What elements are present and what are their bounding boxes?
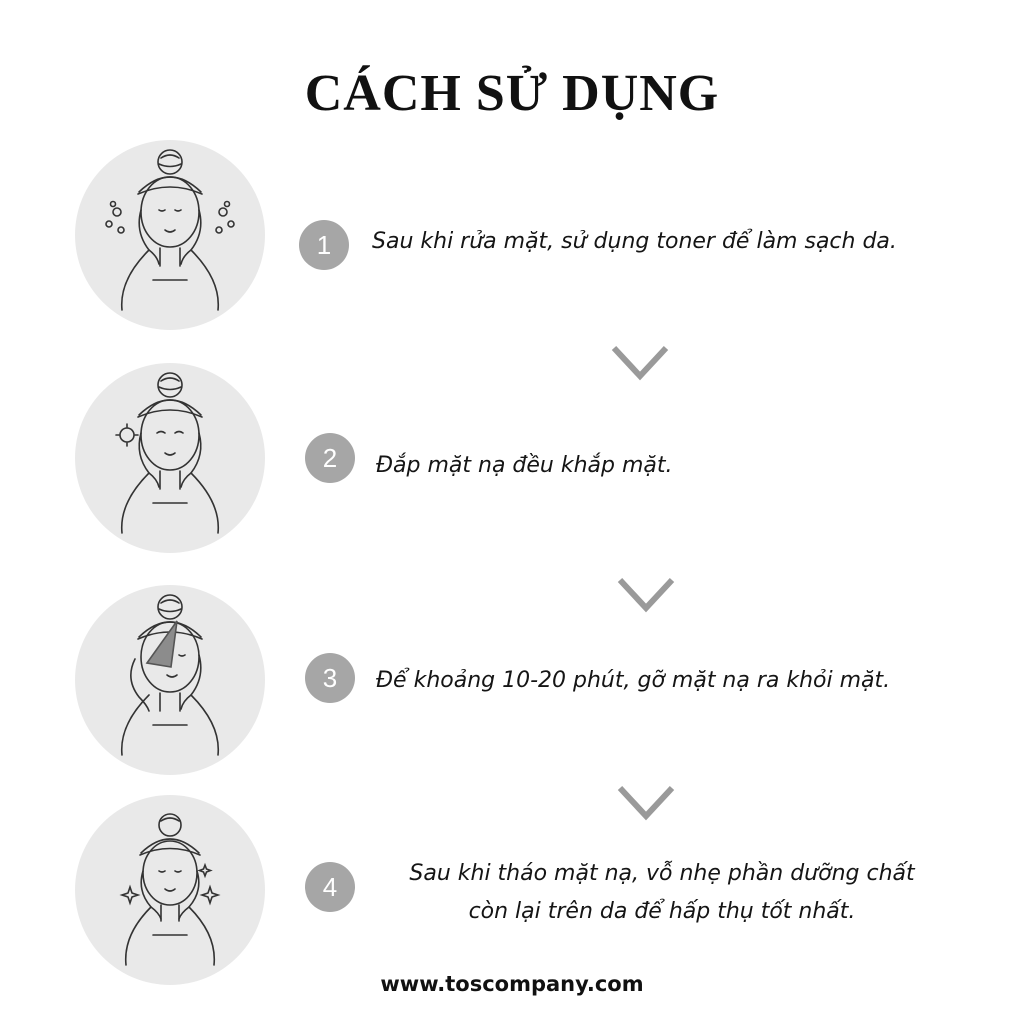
step-4-illustration xyxy=(75,795,265,985)
step-4-text-line-1: Sau khi tháo mặt nạ, vỗ nhẹ phần dưỡng chất xyxy=(409,861,915,886)
chevron-down-icon xyxy=(610,342,670,382)
chevron-down-icon xyxy=(616,782,676,822)
step-2-number-badge: 2 xyxy=(305,433,355,483)
step-3-illustration xyxy=(75,585,265,775)
step-4-number-badge: 4 xyxy=(305,862,355,912)
chevron-down-icon xyxy=(616,574,676,614)
step-4-text xyxy=(374,855,950,931)
step-1-number-badge: 1 xyxy=(299,220,349,270)
step-1-illustration xyxy=(75,140,265,330)
step-4-text-line-2: còn lại trên da để hấp thụ tốt nhất. xyxy=(468,899,856,924)
website-link[interactable]: www.toscompany.com xyxy=(380,972,644,996)
step-2-illustration xyxy=(75,363,265,553)
step-1-text: Sau khi rửa mặt, sử dụng toner để làm sạch da. xyxy=(372,229,897,254)
page-title: CÁCH SỬ DỤNG xyxy=(304,65,720,122)
step-2-text: Đắp mặt nạ đều khắp mặt. xyxy=(376,453,673,478)
step-3-text: Để khoảng 10-20 phút, gỡ mặt nạ ra khỏi mặt. xyxy=(376,668,891,693)
step-3-number-badge: 3 xyxy=(305,653,355,703)
